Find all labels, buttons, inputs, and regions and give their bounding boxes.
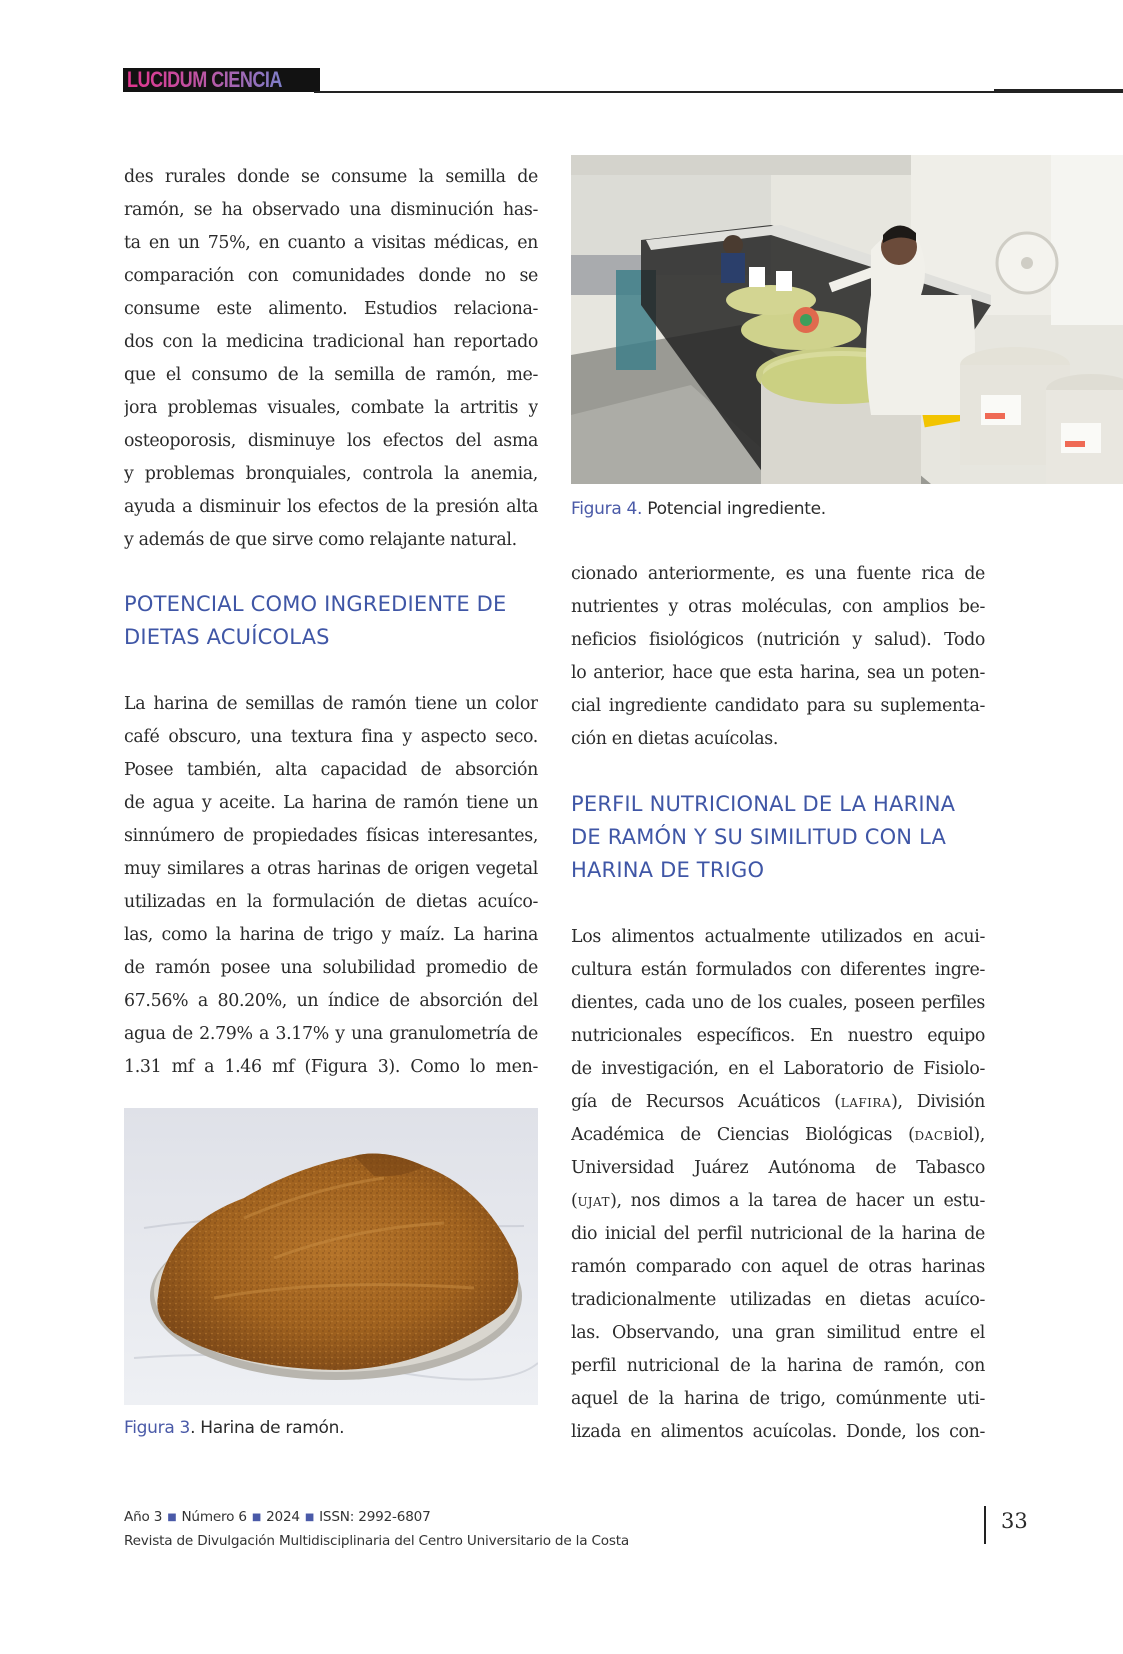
aquaculture-lab-illustration: [571, 155, 1123, 484]
text-line: tradicionalmente utilizadas en dietas acuíco-: [571, 1290, 985, 1310]
figure-4-caption: [571, 499, 826, 519]
text-line: PERFIL NUTRICIONAL DE LA HARINA: [571, 792, 956, 816]
text-line: ción en dietas acuícolas.: [571, 729, 779, 749]
text-line: consume este alimento. Estudios relaciona-: [124, 299, 538, 319]
acronym-dacbiol: dacb: [914, 1125, 953, 1145]
text-line: nutrientes y otras moléculas, con amplios be-: [571, 597, 985, 617]
text-line: POTENCIAL COMO INGREDIENTE DE: [124, 592, 507, 616]
text-line: ramón comparado con aquel de otras harinas: [571, 1257, 985, 1277]
text-line: sinnúmero de propiedades físicas interesantes,: [124, 826, 538, 846]
text-fragment: (: [571, 1191, 578, 1211]
footer-year: Año 3: [124, 1509, 163, 1525]
footer-issue: Número 6: [181, 1509, 247, 1525]
page-number: 33: [1001, 1509, 1028, 1533]
header-rule: [314, 91, 994, 93]
text-fragment: Académica de Ciencias Biológicas (: [571, 1125, 915, 1145]
text-line: de investigación, en el Laboratorio de Fisiolo-: [571, 1059, 985, 1079]
text-line: y problemas bronquiales, controla la anemia,: [124, 464, 538, 484]
text-fragment: ), nos dimos a la tarea de hacer un estu-: [610, 1191, 985, 1211]
paragraph: [571, 558, 985, 756]
text-line: Universidad Juárez Autónoma de Tabasco: [571, 1158, 985, 1178]
text-line: cial ingrediente candidato para su suplementa-: [571, 696, 985, 716]
text-line: dio inicial del perfil nutricional de la harina de: [571, 1224, 985, 1244]
journal-logo: [123, 68, 320, 92]
left-intro-paragraph: [124, 161, 538, 557]
text-line: neficios fisiológicos (nutrición y salud). Todo: [571, 630, 985, 650]
text-line: lizada en alimentos acuícolas. Donde, los con-: [571, 1422, 985, 1442]
journal-logo-text: LUCIDUM CIENCIA: [127, 67, 282, 92]
text-line: 1.31 mf a 1.46 mf (Figura 3). Como lo men-: [124, 1057, 538, 1077]
section-heading: [124, 588, 538, 654]
footer-issn: ISSN: 2992-6807: [319, 1509, 431, 1525]
paragraph: [124, 688, 538, 1084]
text-line: ta en un 75%, en cuanto a visitas médicas, en: [124, 233, 538, 253]
text-line: café obscuro, una textura fina y aspecto seco.: [124, 727, 538, 747]
figure-4-caption-text: Potencial ingrediente.: [642, 499, 826, 519]
text-line: perfil nutricional de la harina de ramón, con: [571, 1356, 985, 1376]
figure-4-photo-aquaculture-lab: [571, 155, 1123, 484]
section-heading-potencial: [124, 588, 538, 654]
text-line: ayuda a disminuir los efectos de la presión alta: [124, 497, 538, 517]
text-line: [571, 1119, 985, 1152]
right-continued-paragraph: [571, 558, 985, 756]
figure-3-caption: [124, 1418, 344, 1438]
left-body-paragraph: [124, 688, 538, 1084]
text-line: cultura están formulados con diferentes ingre-: [571, 960, 985, 980]
text-line: dos con la medicina tradicional han reportado: [124, 332, 538, 352]
text-line: comparación con comunidades donde no se: [124, 266, 538, 286]
figure-3-label: Figura 3: [124, 1418, 191, 1438]
text-line: agua de 2.79% a 3.17% y una granulometría de: [124, 1024, 538, 1044]
footer: [124, 1506, 629, 1552]
text-line: lo anterior, hace que esta harina, sea un poten-: [571, 663, 985, 683]
text-line: utilizadas en la formulación de dietas acuíco-: [124, 892, 538, 912]
header-rule-accent: [994, 89, 1123, 93]
text-fragment: ), División: [891, 1092, 985, 1112]
acronym-lafira: lafira: [840, 1092, 892, 1112]
text-line: muy similares a otras harinas de origen vegetal: [124, 859, 538, 879]
text-line: Posee también, alta capacidad de absorción: [124, 760, 538, 780]
bullet-square-icon: ■: [251, 1512, 262, 1523]
text-line: HARINA DE TRIGO: [571, 858, 765, 882]
text-fragment: iol),: [952, 1125, 985, 1145]
text-line: 67.56% a 80.20%, un índice de absorción del: [124, 991, 538, 1011]
acronym-ujat: ujat: [577, 1191, 611, 1211]
text-line: y además de que sirve como relajante natural.: [124, 530, 517, 550]
text-line: La harina de semillas de ramón tiene un color: [124, 694, 538, 714]
text-line: DIETAS ACUÍCOLAS: [124, 625, 330, 649]
page-number-divider: [984, 1506, 986, 1544]
bullet-square-icon: ■: [304, 1512, 315, 1523]
text-line: jora problemas visuales, combate la artritis y: [124, 398, 538, 418]
footer-journal-name: Revista de Divulgación Multidisciplinaria del Centro Universitario de la Costa: [124, 1533, 630, 1549]
text-line: osteoporosis, disminuye los efectos del asma: [124, 431, 538, 451]
footer-date: 2024: [266, 1509, 300, 1525]
text-line: que el consumo de la semilla de ramón, me-: [124, 365, 538, 385]
text-line: de ramón posee una solubilidad promedio de: [124, 958, 538, 978]
text-line: nutricionales específicos. En nuestro equipo: [571, 1026, 985, 1046]
text-line: dientes, cada uno de los cuales, poseen perfiles: [571, 993, 985, 1013]
paragraph: [571, 921, 985, 1449]
figure-3-photo-flour: [124, 1108, 538, 1405]
text-line: de agua y aceite. La harina de ramón tiene un: [124, 793, 538, 813]
text-line: las, como la harina de trigo y maíz. La harina: [124, 925, 538, 945]
text-line: [571, 1086, 985, 1119]
text-line: [571, 1185, 985, 1218]
text-line: cionado anteriormente, es una fuente rica de: [571, 564, 985, 584]
text-line: Los alimentos actualmente utilizados en acui-: [571, 927, 985, 947]
text-line: las. Observando, una gran similitud entre el: [571, 1323, 985, 1343]
bullet-square-icon: ■: [167, 1512, 177, 1523]
figure-4-label: Figura 4.: [571, 499, 643, 519]
figure-3-caption-text: . Harina de ramón.: [190, 1418, 345, 1438]
text-fragment: gía de Recursos Acuáticos (: [571, 1092, 841, 1112]
paragraph: [124, 161, 538, 557]
section-heading-perfil-nutricional: [571, 788, 985, 887]
footer-issue-line: [124, 1506, 629, 1530]
section-heading: [571, 788, 985, 887]
text-line: aquel de la harina de trigo, comúnmente uti-: [571, 1389, 985, 1409]
flour-illustration: [124, 1108, 538, 1405]
text-line: DE RAMÓN Y SU SIMILITUD CON LA: [571, 825, 947, 849]
text-line: des rurales donde se consume la semilla de: [124, 167, 538, 187]
right-body-paragraph: [571, 921, 985, 1449]
text-line: ramón, se ha observado una disminución has-: [124, 200, 538, 220]
